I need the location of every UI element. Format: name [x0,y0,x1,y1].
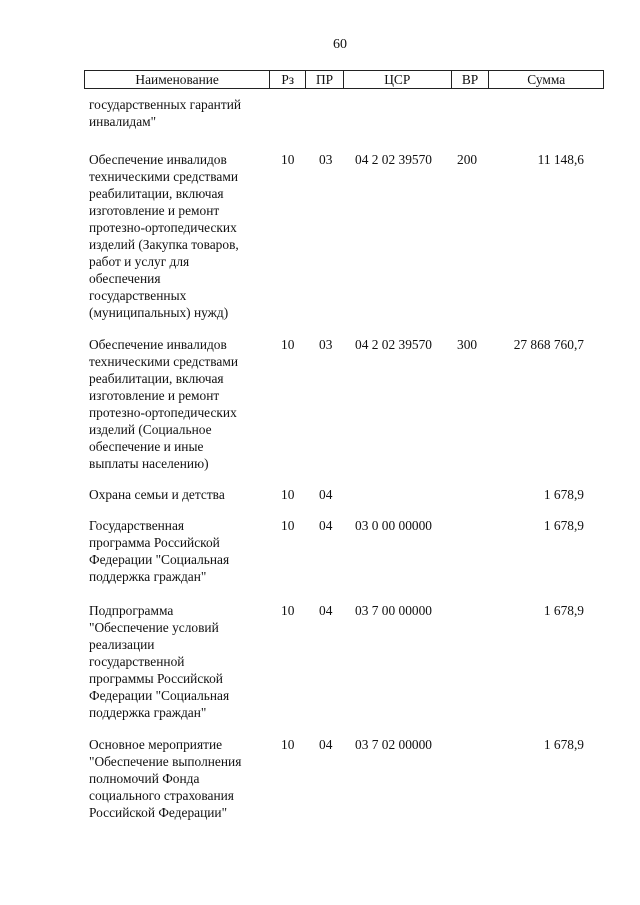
name-line: реабилитации, включая [89,186,224,201]
name-line: техническими средствами [89,354,239,369]
name-line: государственных [89,288,187,303]
name-line: "Обеспечение условий [89,620,219,635]
header-vr: ВР [452,71,490,88]
page-number: 60 [333,37,347,52]
name-line: протезно-ортопедических [89,405,237,420]
name-line: Охрана семьи и детства [89,487,225,502]
name-line: Основное мероприятие [89,737,223,752]
row-csr: 04 2 02 39570 [355,337,432,352]
name-line: реабилитации, включая [89,371,224,386]
row-rz: 10 [281,337,295,352]
row-pr: 04 [319,603,333,618]
name-line: изделий (Закупка товаров, [89,237,239,252]
row-name [89,486,267,503]
name-line: "Обеспечение выполнения [89,754,242,769]
row-rz: 10 [281,518,295,533]
name-line: (муниципальных) нужд) [89,305,229,320]
name-line: изделий (Социальное [89,422,212,437]
row-name [89,151,267,321]
name-line: Федерации "Социальная [89,552,230,567]
row-pr: 04 [319,737,333,752]
name-line: обеспечение и иные [89,439,204,454]
row-name [89,736,267,821]
name-line: Обеспечение инвалидов [89,152,227,167]
row-csr: 04 2 02 39570 [355,152,432,167]
name-line: программа Российской [89,535,220,550]
row-pr: 04 [319,487,333,502]
header-rz: Рз [270,71,306,88]
name-line: изготовление и ремонт [89,203,220,218]
name-line: полномочий Фонда [89,771,200,786]
row-vr: 300 [457,337,478,352]
name-line: Российской Федерации" [89,805,228,820]
name-line: государственных гарантий [89,97,242,112]
row-rz: 10 [281,603,295,618]
row-csr: 03 7 00 00000 [355,603,432,618]
name-line: реализации [89,637,155,652]
name-line: обеспечения [89,271,161,286]
row-pr: 03 [319,152,333,167]
name-line: инвалидам" [89,114,157,129]
row-vr: 200 [457,152,478,167]
name-line: протезно-ортопедических [89,220,237,235]
row-csr: 03 0 00 00000 [355,518,432,533]
header-sum: Сумма [527,72,566,87]
header-pr: ПР [306,71,344,88]
header-csr: ЦСР [344,71,452,88]
name-line: Государственная [89,518,185,533]
name-line: государственной [89,654,185,669]
row-sum: 1 678,9 [543,603,584,618]
row-name [89,517,267,585]
row-name [89,602,267,721]
name-line: Федерации "Социальная [89,688,230,703]
row-pr: 04 [319,518,333,533]
row-sum: 11 148,6 [537,152,584,167]
row-name [89,96,267,130]
name-line: выплаты населению) [89,456,209,471]
name-line: работ и услуг для [89,254,190,269]
row-sum: 1 678,9 [543,737,584,752]
header-name: Наименование [85,71,270,88]
row-csr: 03 7 02 00000 [355,737,432,752]
row-sum: 1 678,9 [543,518,584,533]
row-pr: 03 [319,337,333,352]
row-rz: 10 [281,487,295,502]
name-line: поддержка граждан" [89,705,207,720]
row-sum: 1 678,9 [543,487,584,502]
name-line: техническими средствами [89,169,239,184]
row-rz: 10 [281,737,295,752]
name-line: программы Российской [89,671,223,686]
row-name [89,336,267,472]
name-line: изготовление и ремонт [89,388,220,403]
name-line: Обеспечение инвалидов [89,337,227,352]
name-line: социального страхования [89,788,234,803]
name-line: поддержка граждан" [89,569,207,584]
row-rz: 10 [281,152,295,167]
name-line: Подпрограмма [89,603,174,618]
row-sum: 27 868 760,7 [513,337,584,352]
